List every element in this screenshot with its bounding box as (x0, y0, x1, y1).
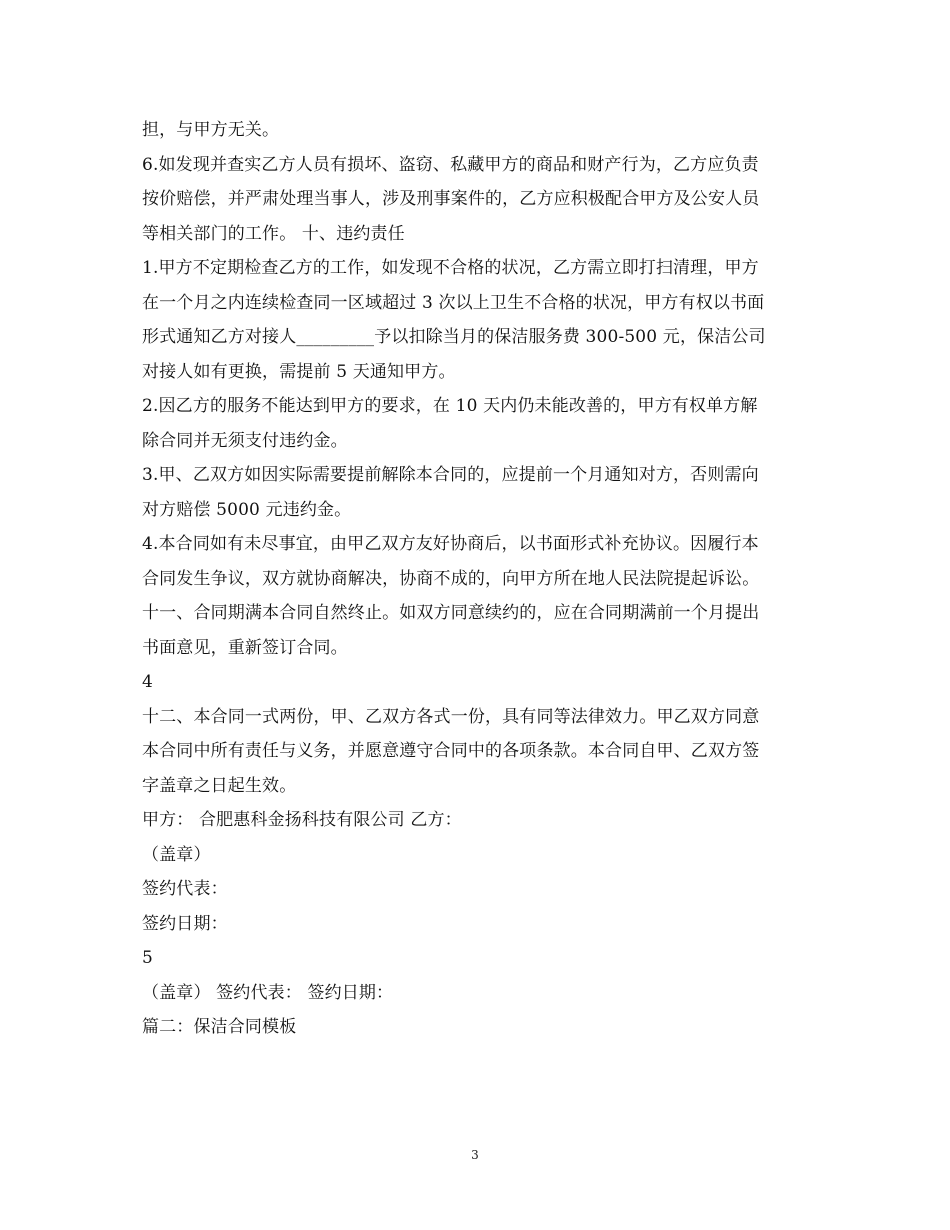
text-line: 6.如发现并查实乙方人员有损坏、盗窃、私藏甲方的商品和财产行为，乙方应负责 (142, 154, 759, 175)
text-line: 形式通知乙方对接人_________予以扣除当月的保洁服务费 300-500 元，保洁公司 (142, 327, 766, 347)
inline-page-marker: 5 (142, 948, 153, 968)
document-body (142, 113, 822, 1045)
text-line: 本合同中所有责任与义务，并愿意遵守合同中的各项条款。本合同自甲、乙双方签 (142, 741, 760, 761)
text-line: 十一、合同期满本合同自然终止。如双方同意续约的，应在合同期满前一个月提出 (142, 603, 760, 623)
text-line: 担，与甲方无关。 (142, 120, 280, 140)
signing-representative-label: 签约代表： (142, 879, 228, 899)
signing-date-label: 签约日期： (142, 913, 228, 934)
text-line: 3.甲、乙双方如因实际需要提前解除本合同的，应提前一个月通知对方，否则需向 (142, 465, 759, 485)
party-a-line: 甲方： 合肥惠科金扬科技有限公司 乙方： (142, 810, 462, 830)
inline-page-marker: 4 (142, 672, 153, 692)
text-line: 按价赔偿，并严肃处理当事人，涉及刑事案件的，乙方应积极配合甲方及公安人员 (142, 189, 760, 209)
seal-label: （盖章） (142, 844, 211, 865)
text-line: 合同发生争议，双方就协商解决，协商不成的，向甲方所在地人民法院提起诉讼。 (142, 568, 760, 589)
page-number: 3 (471, 1148, 479, 1162)
text-line: 在一个月之内连续检查同一区域超过 3 次以上卫生不合格的状况，甲方有权以书面 (142, 292, 765, 313)
text-line: 除合同并无须支付违约金。 (142, 430, 348, 451)
text-line: 等相关部门的工作。 十、违约责任 (142, 223, 405, 244)
text-line: 十二、本合同一式两份，甲、乙双方各式一份，具有同等法律效力。甲乙双方同意 (142, 706, 760, 727)
text-line: 4.本合同如有未尽事宜，由甲乙双方友好协商后，以书面形式补充协议。因履行本 (142, 534, 759, 554)
text-line: 2.因乙方的服务不能达到甲方的要求，在 10 天内仍未能改善的，甲方有权单方解 (142, 396, 758, 416)
text-line: 对接人如有更换，需提前 5 天通知甲方。 (142, 361, 456, 382)
section-heading: 篇二：保洁合同模板 (142, 1017, 297, 1037)
signature-block-line: （盖章） 签约代表： 签约日期： (142, 982, 394, 1003)
text-line: 对方赔偿 5000 元违约金。 (142, 499, 352, 520)
text-line: 1.甲方不定期检查乙方的工作，如发现不合格的状况，乙方需立即打扫清理，甲方 (142, 258, 759, 278)
text-line: 书面意见，重新签订合同。 (142, 637, 348, 658)
text-line: 字盖章之日起生效。 (142, 775, 297, 796)
